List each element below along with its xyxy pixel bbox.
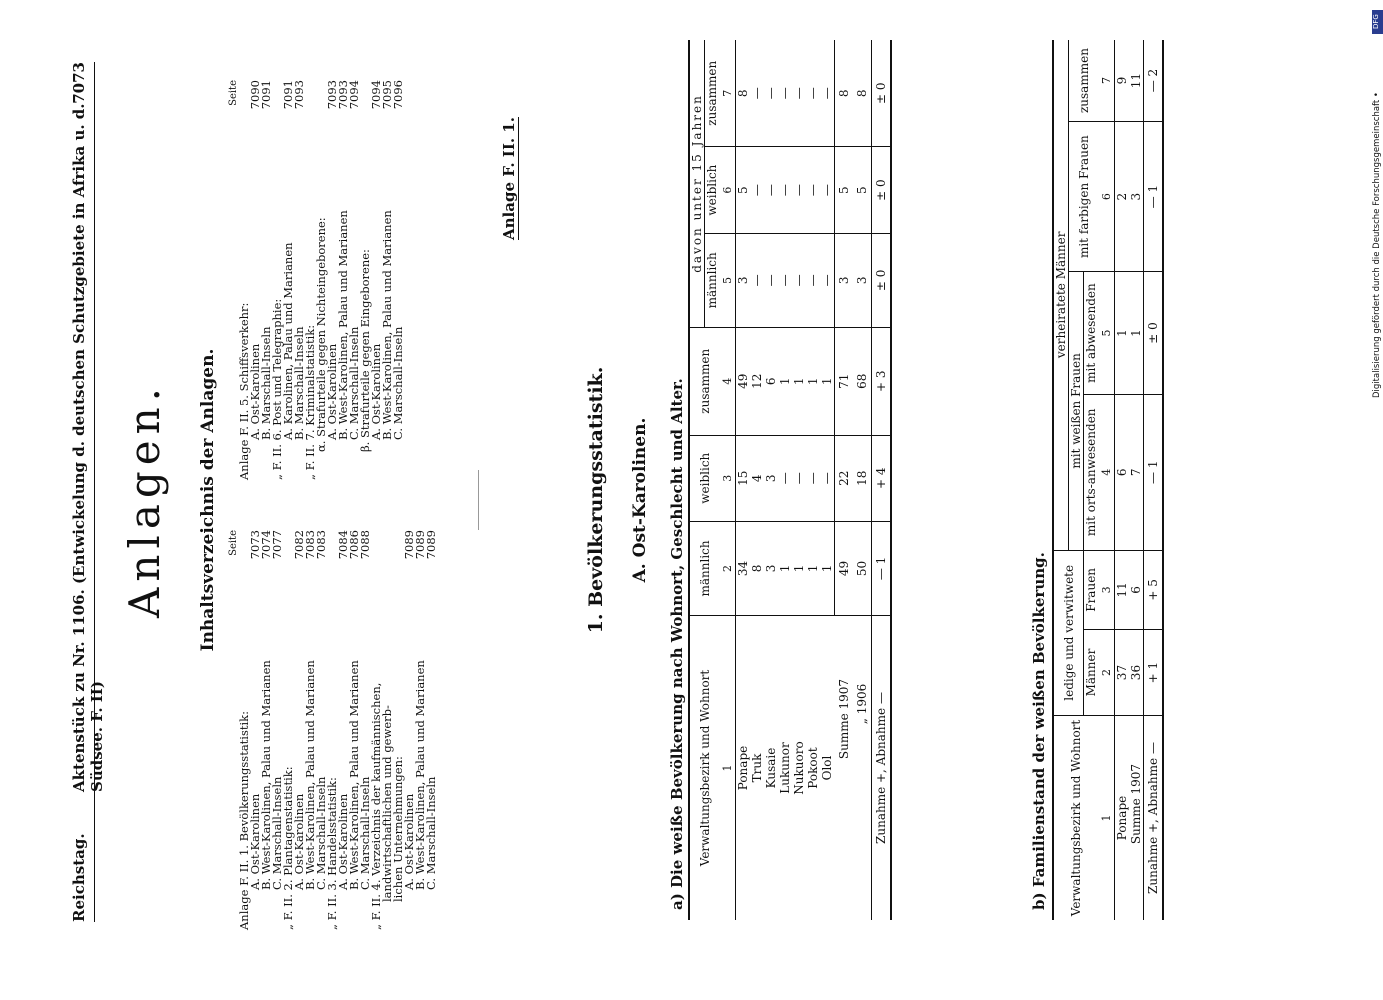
toc-left-column [228,530,437,930]
toc-entry [426,530,437,930]
cell-value: + 1 [1144,630,1164,716]
table-row [750,40,764,920]
toc-entry-page: 7089 [402,530,416,560]
column-number: 1 [719,616,736,921]
column-number: 4 [1098,394,1115,550]
toc-entry-text: A. Ost-Karolinen [248,343,262,440]
cell-value: 8 [736,40,751,147]
cell-value: 3 [736,233,751,327]
toc-entry-text: B. West-Karolinen, Palau und Marianen [336,210,350,440]
column-number: 5 [719,233,736,327]
column-number: 2 [719,521,736,615]
toc-entry-text: B. West-Karolinen, Palau und Marianen [347,660,361,890]
cell-value: ± 0 [872,40,892,147]
toc-entry-page: 7088 [358,530,372,560]
toc-entry-text: A. Ost-Karolinen [248,793,262,890]
cell-value: 3 [1129,122,1144,272]
cell-value: 1 [792,521,806,615]
cell-value: — [806,233,820,327]
toc-entry-page: 7083 [303,530,317,560]
column-number: 7 [719,40,736,147]
header-left: Reichstag. [70,833,88,922]
cell-value: 3 [764,521,778,615]
column-number: 5 [1098,272,1115,395]
toc-entry-text: Anlage F. II. 1. Bevölkerungsstatistik: [237,710,251,930]
subsection-heading: A. Ost-Karolinen. [630,417,650,583]
toc-entry-page: 7094 [347,80,361,110]
cell-value: 6 [1129,550,1144,629]
toc-entry-text: C. Marschall-Inseln [270,776,284,890]
cell-value: 4 [750,435,764,521]
toc-entry-text: lichen Unternehmungen: [391,756,405,902]
table-row [764,40,778,920]
cell-value: 8 [750,521,764,615]
cell-value: — [806,435,820,521]
sum-row [835,40,854,920]
table-row [820,40,835,920]
table-row [1129,40,1144,920]
toc-entry-page: 7073 [248,530,262,560]
row-label: Kusaie [764,747,778,789]
cell-value: 18 [853,435,872,521]
header-maenner: Männer [1084,630,1099,716]
cell-value: 11 [1129,40,1144,122]
toc-entry-page: 7091 [259,80,273,110]
row-label: Truk [750,753,764,783]
cell-value: — [750,233,764,327]
table-b-caption: b) Familienstand der weißen Bevölkerung. [1030,552,1048,910]
cell-value: 5 [853,147,872,233]
header-verheiratet: verheiratete Männer [1053,40,1069,550]
table-row [736,40,751,920]
toc-entry-page: 7074 [259,530,273,560]
toc-entry-page: 7095 [380,80,394,110]
column-numbers [1098,40,1115,920]
toc-entry-text: C. Marschall-Inseln [358,776,372,890]
row-label: Pokoot [806,747,820,789]
table-row [1115,40,1130,920]
toc-entry-text: B. Marschall-Inseln [292,326,306,440]
toc-entry-text: α. Strafurteile gegen Nichteingeborene: [314,217,328,452]
cell-value: — [820,435,835,521]
toc-entry-text: „ F. II. 7. Kriminalstatistik: [303,324,317,480]
header-sub-weiblich: weiblich [705,147,720,233]
cell-value: 1 [778,327,792,435]
cell-value: — [792,435,806,521]
cell-value: — [792,233,806,327]
toc-entry-page: 7096 [391,80,405,110]
table-row [806,40,820,920]
header-sub-maennlich: männlich [705,233,720,327]
cell-value: 1 [806,327,820,435]
cell-value: — [778,233,792,327]
header-anwesend: mit orts-anwesenden [1084,394,1099,550]
toc-entry-text: C. Marschall-Inseln [314,776,328,890]
cell-value: — [820,233,835,327]
toc-entry-text: A. Karolinen, Palau und Marianen [281,242,295,440]
cell-value: + 3 [872,327,892,435]
cell-value: 8 [835,40,854,147]
table-a-caption: a) Die weiße Bevölkerung nach Wohnort, Geschlecht und Alter. [668,378,686,910]
toc-entry-text: A. Ost-Karolinen [325,343,339,440]
toc-entry-text: B. Marschall-Inseln [259,326,273,440]
cell-value: 49 [736,327,751,435]
header-zusammen: zusammen [1069,40,1099,122]
toc-entry-page: 7093 [336,80,350,110]
cell-value: 3 [835,233,854,327]
cell-value: 50 [853,521,872,615]
toc-entry-text: A. Ost-Karolinen [369,343,383,440]
toc-entry [393,80,404,480]
toc-entry-page: 7086 [347,530,361,560]
header-frauen: Frauen [1084,550,1099,629]
cell-value: 5 [835,147,854,233]
dfg-logo: DFG [1372,10,1383,34]
column-number: 6 [719,147,736,233]
toc-entry-text: „ F. II. 6. Post und Telegraphie: [270,298,284,480]
cell-value: 1 [806,521,820,615]
cell-value: 6 [1115,394,1130,550]
cell-value: 1 [820,327,835,435]
cell-value: — [750,147,764,233]
row-label: Olol [820,755,835,781]
header-farbige-frauen: mit farbigen Frauen [1069,122,1099,272]
toc-entry-text: C. Marschall-Inseln [347,326,361,440]
column-number: 3 [719,435,736,521]
cell-value: ± 0 [1144,272,1164,395]
toc-entry-text: C. Marschall-Inseln [424,776,438,890]
header-unter15: davon unter 15 Jahren [689,40,705,327]
row-label: Ponape [1115,795,1129,841]
header-zusammen: zusammen [689,327,719,435]
column-number: 6 [1098,122,1115,272]
change-row [1144,40,1164,920]
cell-value: — [792,147,806,233]
population-table [688,40,892,920]
sum-row [853,40,872,920]
column-number: 4 [719,327,736,435]
anlage-label: Anlage F. II. 1. [500,117,518,240]
toc-entry-page: 7093 [325,80,339,110]
cell-value: 15 [736,435,751,521]
cell-value: 1 [820,521,835,615]
cell-value: — [778,40,792,147]
toc-seite-label: Seite [228,530,239,556]
cell-value: 22 [835,435,854,521]
cell-value: 49 [835,521,854,615]
row-label: Summe 1907 [1129,763,1143,845]
toc-entry-page: 7094 [369,80,383,110]
toc-entry-page: 7084 [336,530,350,560]
toc-entry-page: 7091 [281,80,295,110]
toc-entry-text: B. West-Karolinen, Palau und Marianen [259,660,273,890]
toc-entry-text: β. Strafurteile gegen Eingeborene: [358,249,372,452]
header-bezirk: Verwaltungsbezirk und Wohnort [697,669,712,867]
row-label: „ 1906 [855,683,869,725]
cell-value: — [792,40,806,147]
column-number: 2 [1098,630,1115,716]
cell-value: — [764,233,778,327]
toc-entry-text: landwirtschaftlichen und gewerb- [380,705,394,902]
cell-value: — 1 [872,521,892,615]
toc-entry-page: 7082 [292,530,306,560]
divider [478,470,479,530]
toc-entry-text: C. Marschall-Inseln [391,326,405,440]
section-heading: 1. Bevölkerungsstatistik. [585,366,607,634]
row-label: Lukunor [778,742,792,794]
cell-value: 68 [853,327,872,435]
toc-entry-page: 7093 [292,80,306,110]
toc-entry-text: „ F. II. 4. Verzeichnis der kaufmännischen, [369,682,383,930]
header-sub-zusammen: zusammen [705,40,720,147]
cell-value: — 2 [1144,40,1164,122]
toc-seite-label: Seite [228,80,239,106]
toc-entry-page: 7089 [424,530,438,560]
toc-title: Inhaltsverzeichnis der Anlagen. [198,348,218,652]
cell-value: 1 [778,521,792,615]
dfg-credit: Digitalisierung gefördert durch die Deutsche Forschungsgemeinschaft • [1372,92,1382,398]
toc-entry-text: A. Ost-Karolinen [336,793,350,890]
toc-entry-text: „ F. II. 3. Handelsstatistik: [325,777,339,930]
toc-entry-text: B. West-Karolinen, Palau und Marianen [303,660,317,890]
dfg-watermark [1372,10,1383,400]
column-number: 3 [1098,550,1115,629]
cell-value: — [820,40,835,147]
cell-value: 8 [853,40,872,147]
page-header [70,62,106,922]
cell-value: — [820,147,835,233]
column-number: 1 [1098,716,1115,921]
cell-value: 36 [1129,630,1144,716]
header-bezirk: Verwaltungsbezirk und Wohnort [1069,719,1083,917]
table-row [792,40,806,920]
cell-value: 34 [736,521,751,615]
toc-entry-text: B. West-Karolinen, Palau und Marianen [413,660,427,890]
column-numbers [719,40,736,920]
header-ledig: ledige und verwitwete [1053,550,1084,715]
toc-entry-page: 7089 [413,530,427,560]
column-number: 7 [1098,40,1115,122]
toc-entry-page: 7090 [248,80,262,110]
family-status-table [1052,40,1164,920]
cell-value: 7 [1129,394,1144,550]
cell-value: 6 [764,327,778,435]
toc-entry-text: A. Ost-Karolinen [402,793,416,890]
cell-value: 37 [1115,630,1130,716]
cell-value: — 1 [1144,394,1164,550]
cell-value: 3 [764,435,778,521]
cell-value: 1 [1129,272,1144,395]
row-label: Nukuoro [792,741,806,795]
toc-entry-page: 7083 [314,530,328,560]
cell-value: — 1 [1144,122,1164,272]
cell-value: 1 [792,327,806,435]
header-weiblich: weiblich [689,435,719,521]
toc-entry-text: B. West-Karolinen, Palau und Marianen [380,210,394,440]
toc-entry-text: A. Ost-Karolinen [292,793,306,890]
toc-entry-text: Anlage F. II. 5. Schiffsverkehr: [237,302,251,480]
change-row [872,40,892,920]
row-label: Zunahme +, Abnahme — [872,616,892,921]
toc-entry-text: „ F. II. 2. Plantagenstatistik: [281,766,295,930]
page-title: Anlagen. [120,382,169,618]
header-weisse-frauen: mit weißen Frauen [1069,272,1084,550]
page-number: 7073 [70,62,88,104]
cell-value: — [806,40,820,147]
cell-value: 71 [835,327,854,435]
row-label: Zunahme +, Abnahme — [1144,716,1164,921]
cell-value: 3 [853,233,872,327]
row-label: Ponape [736,745,750,791]
cell-value: — [778,147,792,233]
header-maennlich: männlich [689,521,719,615]
table-row [778,40,792,920]
cell-value: — [750,40,764,147]
header-center: Aktenstück zu Nr. 1106. (Entwickelung d. deutschen Schutzgebiete in Afrika u. d. Südsee. F. II) [70,103,106,792]
cell-value: — [764,147,778,233]
cell-value: 12 [750,327,764,435]
cell-value: — [778,435,792,521]
header-abwesend: mit abwesenden [1084,272,1099,395]
cell-value: 1 [1115,272,1130,395]
cell-value: — [764,40,778,147]
cell-value: + 5 [1144,550,1164,629]
cell-value: 5 [736,147,751,233]
cell-value: ± 0 [872,233,892,327]
toc-right-column [228,80,404,480]
row-label: Summe 1907 [836,678,851,760]
cell-value: ± 0 [872,147,892,233]
cell-value: 9 [1115,40,1130,122]
toc-entry-page: 7077 [270,530,284,560]
cell-value: 2 [1115,122,1130,272]
cell-value: 11 [1115,550,1130,629]
cell-value: — [806,147,820,233]
cell-value: + 4 [872,435,892,521]
